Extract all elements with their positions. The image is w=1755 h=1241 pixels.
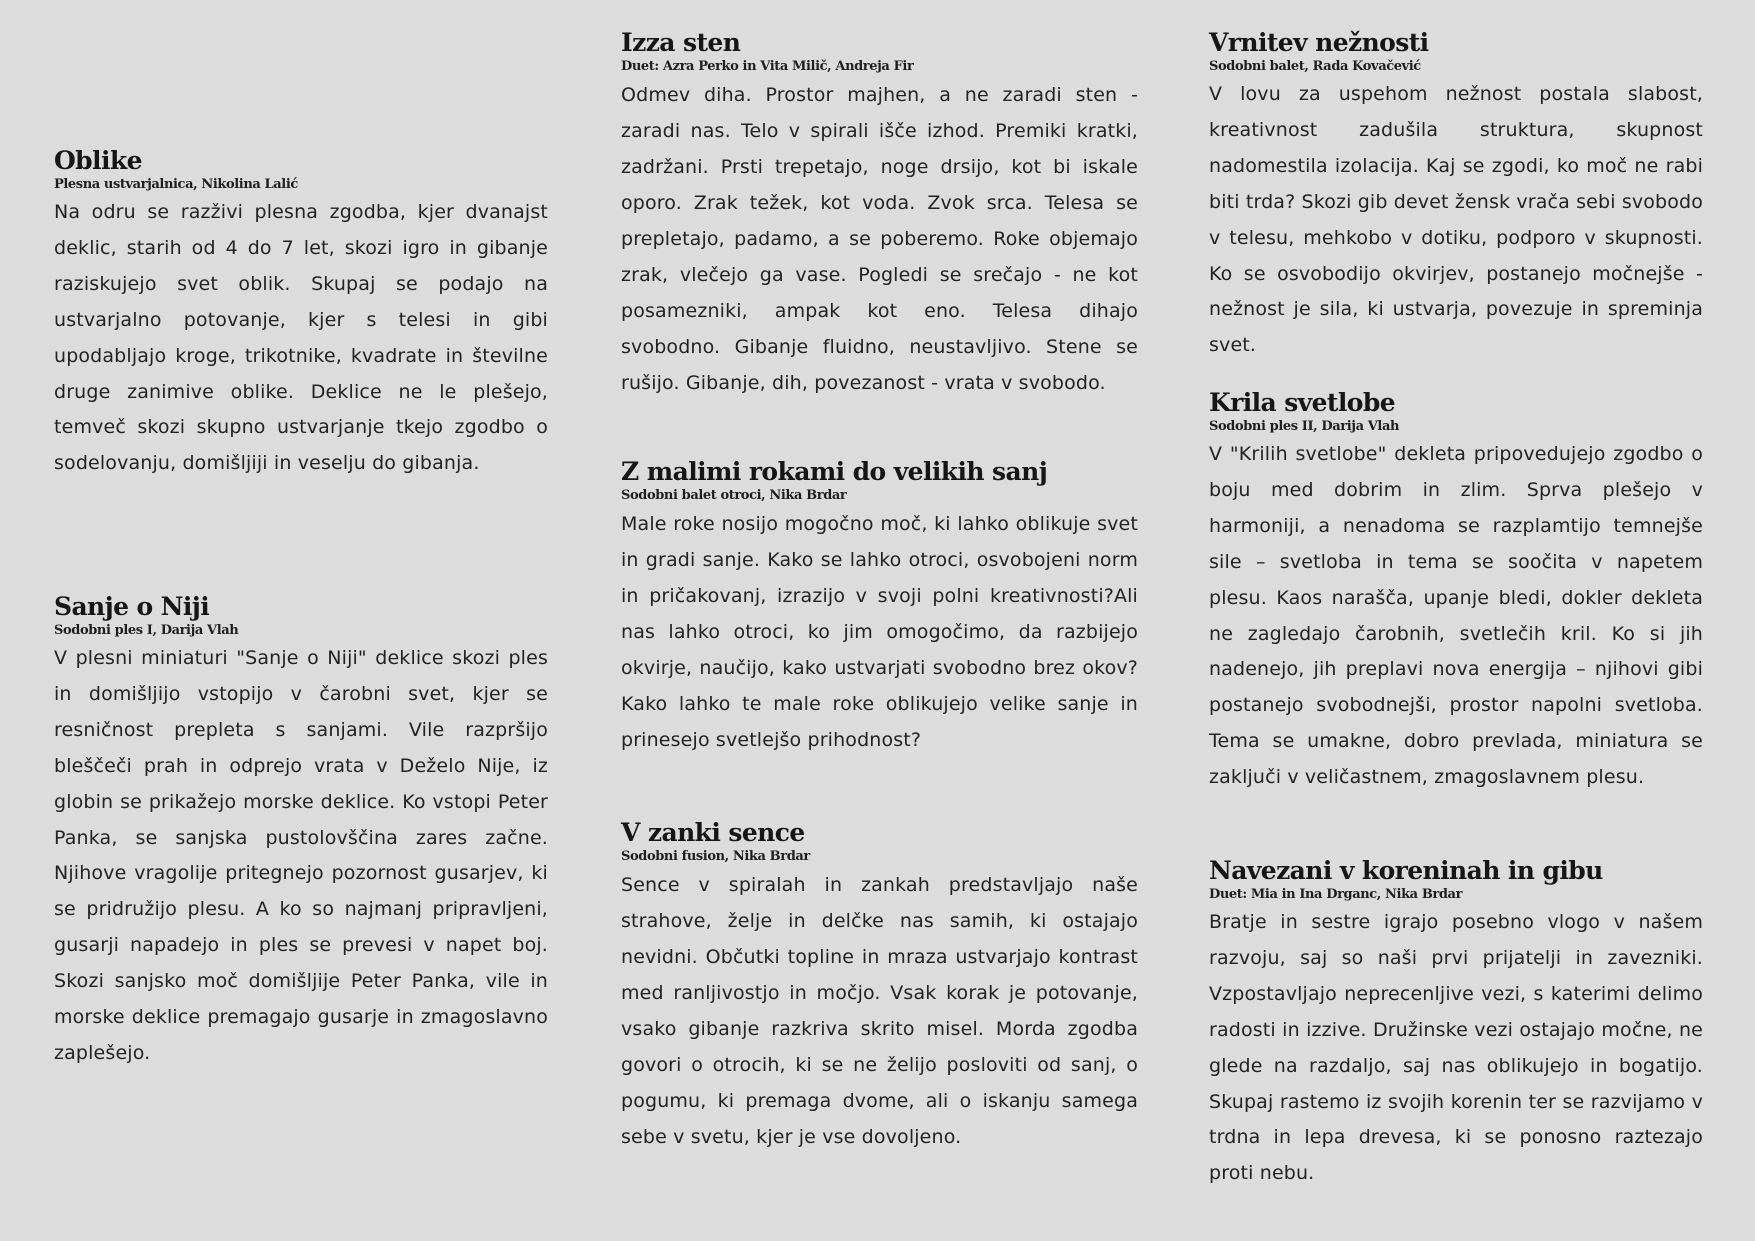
item-subtitle: Duet: Mia in Ina Drganc, Nika Brdar [1209, 887, 1463, 902]
program-item-navezani-v-koreninah [1209, 856, 1703, 1192]
item-description: Sence v spiralah in zankah predstavljajo naše strahove, želje in delčke nas samih, ki ostajajo nevidni. Občutki topline in mraza ustvarjajo kontrast med ranljivostjo in močjo. Vsak korak je potovanje, vsako gibanje razkriva skrito misel. Morda zgodba govori o otrocih, ki se ne želijo posloviti od sanj, o pogumu, ki premaga dvome, ali o iskanju samega sebe v svetu, kjer je vse dovoljeno. [621, 874, 1138, 1148]
program-item-z-malimi-rokami [621, 457, 1138, 758]
program-item-izza-sten [621, 28, 1138, 401]
item-subtitle: Sodobni ples I, Darija Vlah [54, 623, 239, 638]
item-subtitle: Sodobni balet otroci, Nika Brdar [621, 488, 847, 503]
item-description: V "Krilih svetlobe" dekleta pripovedujejo zgodbo o boju med dobrim in zlim. Sprva plešejo v harmoniji, a nenadoma se razplamtijo temnejše sile – svetloba in tema se soočita v napetem plesu. Kaos narašča, upanje bledi, dokler dekleta ne zagledajo čarobnih, svetlečih kril. Ko si jih nadenejo, jih preplavi nova energija – njihovi gibi postanejo svobodnejši, prostor napolni svetloba. Tema se umakne, dobro prevlada, miniatura se zaključi v veličastnem, zmagoslavnem plesu. [1209, 443, 1703, 789]
program-item-vrnitev-neznosti [1209, 28, 1703, 364]
item-subtitle: Plesna ustvarjalnica, Nikolina Lalić [54, 177, 298, 192]
item-title: Izza sten [621, 28, 741, 57]
item-title: Krila svetlobe [1209, 388, 1396, 417]
program-item-oblike [54, 146, 548, 482]
item-description: Odmev diha. Prostor majhen, a ne zaradi sten - zaradi nas. Telo v spirali išče izhod. Premiki kratki, zadržani. Prsti trepetajo, noge drsijo, kot bi iskale oporo. Zrak težek, kot voda. Zvok srca. Telesa se prepletajo, padamo, a se poberemo. Roke objemajo zrak, vlečejo ga vase. Pogledi se srečajo - ne kot posamezniki, ampak kot eno. Telesa dihajo svobodno. Gibanje fluidno, neustavljivo. Stene se rušijo. Gibanje, dih, povezanost - vrata v svobodo. [621, 84, 1138, 394]
item-title: Vrnitev nežnosti [1209, 28, 1429, 57]
program-item-krila-svetlobe [1209, 388, 1703, 796]
item-description: V lovu za uspehom nežnost postala slabost, kreativnost zadušila struktura, skupnost nadomestila izolacija. Kaj se zgodi, ko moč ne rabi biti trda? Skozi gib devet žensk vrača sebi svobodo v telesu, mehkobo v dotiku, podporo v skupnosti. Ko se osvobodijo okvirjev, postanejo močnejše - nežnost je sila, ki ustvarja, povezuje in spreminja svet. [1209, 83, 1704, 357]
item-description: Bratje in sestre igrajo posebno vlogo v našem razvoju, saj so naši prvi prijatelji in zavezniki. Vzpostavljajo neprecenljive vezi, s katerimi delimo radosti in izzive. Družinske vezi ostajajo močne, ne glede na razdaljo, saj nas oblikujejo in bogatijo. Skupaj rastemo iz svojih korenin ter se razvijamo v trdna in lepa drevesa, ki se ponosno raztezajo proti nebu. [1209, 911, 1703, 1185]
item-title: V zanki sence [621, 818, 805, 847]
item-description: Male roke nosijo mogočno moč, ki lahko oblikuje svet in gradi sanje. Kako se lahko otroci, osvobojeni norm in pričakovanj, izrazijo v svoji polni kreativnosti?Ali nas lahko otroci, ko jim omogočimo, da razbijejo okvirje, naučijo, kako ustvarjati svobodno brez okov? Kako lahko te male roke oblikujejo velike sanje in prinesejo svetlejšo prihodnost? [621, 513, 1138, 751]
item-subtitle: Sodobni fusion, Nika Brdar [621, 849, 810, 864]
item-title: Z malimi rokami do velikih sanj [621, 457, 1048, 486]
item-title: Oblike [54, 146, 142, 175]
item-subtitle: Sodobni ples II, Darija Vlah [1209, 419, 1400, 434]
item-description: Na odru se razživi plesna zgodba, kjer dvanajst deklic, starih od 4 do 7 let, skozi igro in gibanje raziskujejo svet oblik. Skupaj se podajo na ustvarjalno potovanje, kjer s telesi in gibi upodabljajo kroge, trikotnike, kvadrate in številne druge zanimive oblike. Deklice ne le plešejo, temveč skozi skupno ustvarjanje tkejo zgodbo o sodelovanju, domišljiji in veselju do gibanja. [54, 201, 548, 475]
program-item-sanje-o-niji [54, 592, 548, 1072]
item-title: Sanje o Niji [54, 592, 210, 621]
item-description: V plesni miniaturi "Sanje o Niji" deklice skozi ples in domišljijo vstopijo v čarobni svet, kjer se resničnost prepleta s sanjami. Vile razpršijo bleščeči prah in odprejo vrata v Deželo Nije, iz globin se prikažejo morske deklice. Ko vstopi Peter Panka, se sanjska pustolovščina zares začne. Njihove vragolije pritegnejo pozornost gusarjev, ki se pridružijo plesu. A ko so najmanj pripravljeni, gusarji napadejo in ples se prevesi v napet boj. Skozi sanjsko moč domišljije Peter Panka, vile in morske deklice premagajo gusarje in zmagoslavno zaplešejo. [54, 647, 548, 1064]
item-subtitle: Duet: Azra Perko in Vita Milič, Andreja Fir [621, 59, 914, 74]
item-title: Navezani v koreninah in gibu [1209, 856, 1603, 885]
item-subtitle: Sodobni balet, Rada Kovačević [1209, 59, 1421, 74]
program-item-v-zanki-sence [621, 818, 1138, 1155]
